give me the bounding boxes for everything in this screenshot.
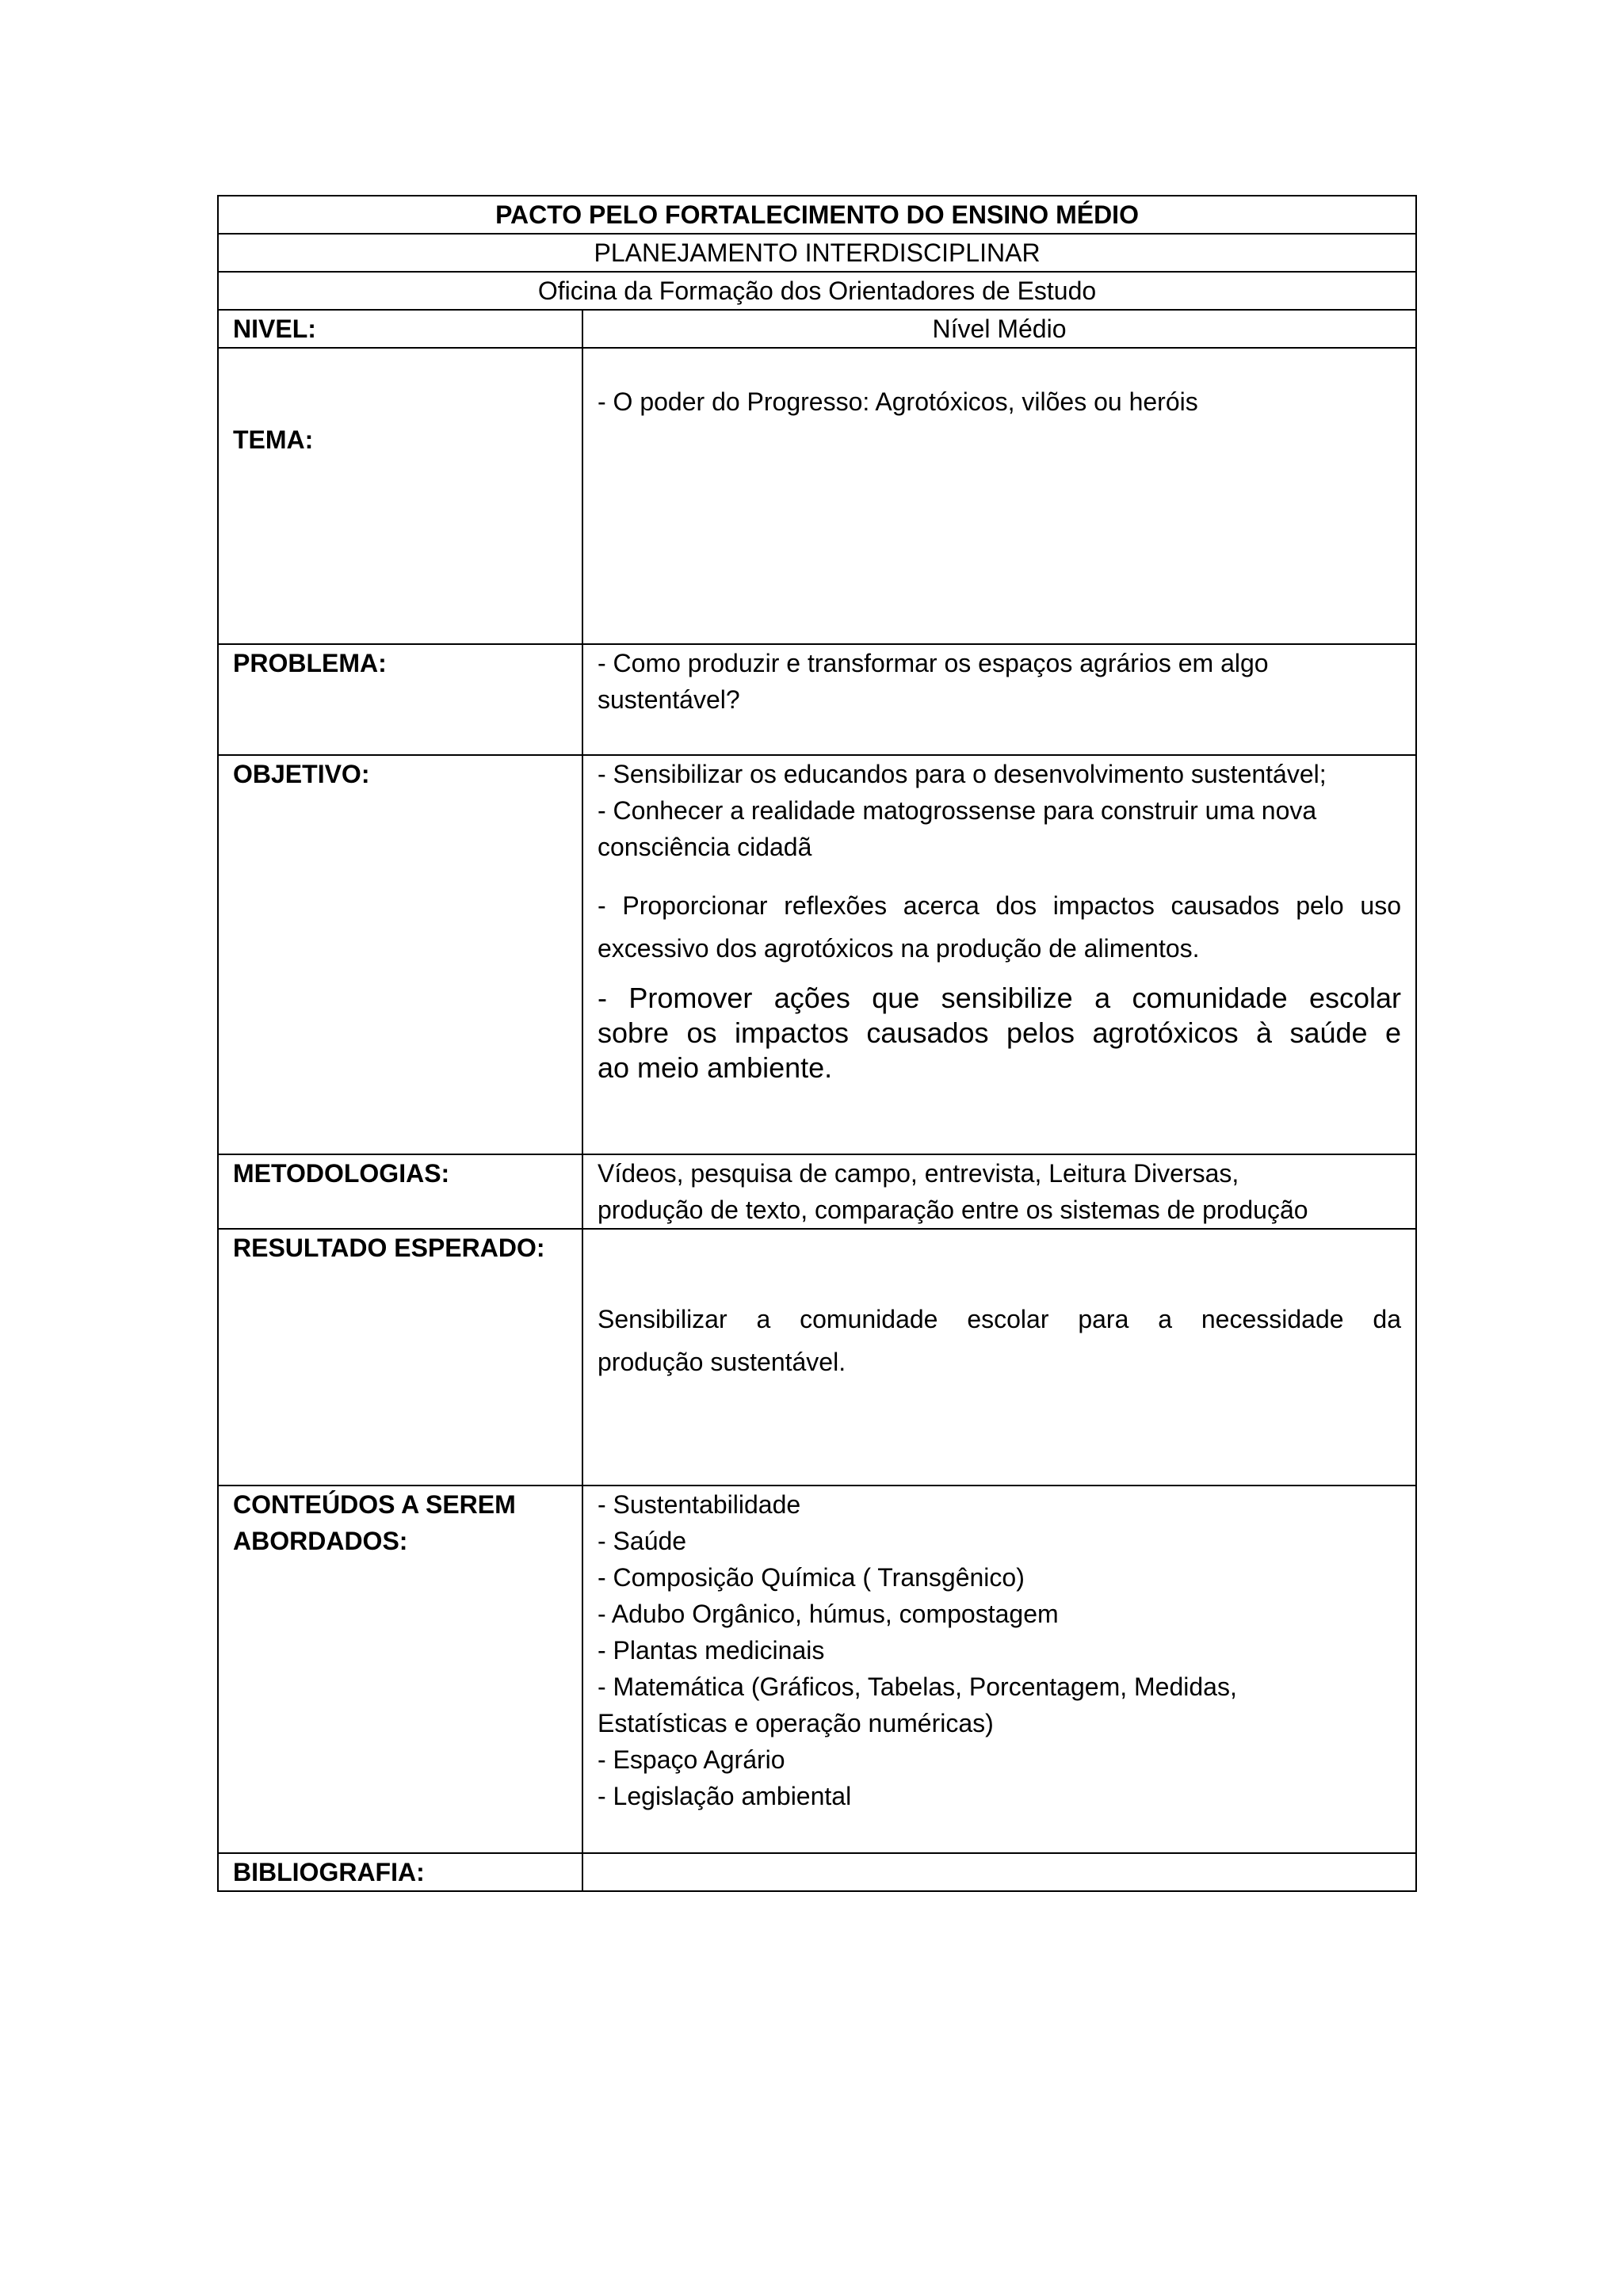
conteudos-label-line-1: CONTEÚDOS A SEREM	[233, 1490, 516, 1519]
resultado-label-cell	[218, 1229, 582, 1486]
objetivo-label: OBJETIVO:	[233, 760, 370, 788]
metodologias-value-cell	[582, 1154, 1416, 1229]
list-item: - Matemática (Gráficos, Tabelas, Porcentagem, Medidas,	[598, 1672, 1237, 1701]
workshop-title: Oficina da Formação dos Orientadores de Estudo	[218, 272, 1416, 310]
tema-label-cell	[218, 348, 582, 644]
nivel-label: NIVEL:	[218, 310, 582, 348]
conteudos-value-cell	[582, 1486, 1416, 1853]
tema-row	[218, 348, 1416, 644]
objetivo-row	[218, 755, 1416, 1154]
objetivo-label-cell	[218, 755, 582, 1154]
problema-row	[218, 644, 1416, 755]
bibliografia-row	[218, 1853, 1416, 1891]
nivel-row	[218, 310, 1416, 348]
problema-line-1: - Como produzir e transformar os espaços agrários em algo	[598, 649, 1269, 677]
metodologias-line-2: produção de texto, comparação entre os sistemas de produção	[598, 1196, 1308, 1224]
objetivo-p3-line-2: sobre os impactos causados pelos agrotóxicos à saúde e	[598, 1016, 1402, 1049]
list-item: - Sustentabilidade	[598, 1490, 801, 1519]
objetivo-value-cell	[582, 755, 1416, 1154]
subtitle-row	[218, 234, 1416, 272]
planning-table	[217, 195, 1417, 1892]
list-item: - Plantas medicinais	[598, 1636, 825, 1665]
tema-value-cell	[582, 348, 1416, 644]
objetivo-line-2: - Conhecer a realidade matogrossense para construir uma nova	[598, 796, 1317, 825]
tema-label: TEMA:	[233, 425, 314, 454]
title-row	[218, 196, 1416, 234]
problema-label-cell	[218, 644, 582, 755]
objetivo-p3-line-1: - Promover ações que sensibilize a comunidade escolar	[598, 982, 1402, 1014]
objetivo-p3	[598, 981, 1401, 1085]
document-title: PACTO PELO FORTALECIMENTO DO ENSINO MÉDIO	[218, 196, 1416, 234]
bibliografia-value	[582, 1853, 1416, 1891]
objetivo-line-1: - Sensibilizar os educandos para o desenvolvimento sustentável;	[598, 760, 1327, 788]
list-item: - Espaço Agrário	[598, 1745, 785, 1774]
document-subtitle: PLANEJAMENTO INTERDISCIPLINAR	[218, 234, 1416, 272]
list-item: - Composição Química ( Transgênico)	[598, 1563, 1025, 1592]
resultado-line-2: produção sustentável.	[598, 1348, 846, 1376]
list-item: - Adubo Orgânico, húmus, compostagem	[598, 1600, 1059, 1628]
resultado-row	[218, 1229, 1416, 1486]
metodologias-label-cell	[218, 1154, 582, 1229]
objetivo-p3-line-3: ao meio ambiente.	[598, 1051, 833, 1084]
tema-value: - O poder do Progresso: Agrotóxicos, vilões ou heróis	[598, 387, 1198, 416]
list-item: - Legislação ambiental	[598, 1782, 852, 1810]
problema-line-2: sustentável?	[598, 685, 740, 714]
resultado-label: RESULTADO ESPERADO:	[233, 1234, 545, 1262]
list-item: - Saúde	[598, 1527, 687, 1555]
problema-value-cell	[582, 644, 1416, 755]
objetivo-line-3: consciência cidadã	[598, 833, 812, 861]
problema-label: PROBLEMA:	[233, 649, 387, 677]
resultado-line-1: Sensibilizar a comunidade escolar para a necessidade da	[598, 1305, 1402, 1333]
conteudos-label-cell	[218, 1486, 582, 1853]
metodologias-label: METODOLOGIAS:	[233, 1159, 450, 1188]
bibliografia-label: BIBLIOGRAFIA:	[218, 1853, 582, 1891]
metodologias-row	[218, 1154, 1416, 1229]
metodologias-line-1: Vídeos, pesquisa de campo, entrevista, Leitura Diversas,	[598, 1159, 1239, 1188]
resultado-value-cell	[582, 1229, 1416, 1486]
objetivo-p2-line-2: excessivo dos agrotóxicos na produção de alimentos.	[598, 934, 1200, 963]
objetivo-p2-line-1: - Proporcionar reflexões acerca dos impactos causados pelo uso	[598, 891, 1402, 920]
conteudos-label-line-2: ABORDADOS:	[233, 1527, 408, 1555]
workshop-row	[218, 272, 1416, 310]
conteudos-row	[218, 1486, 1416, 1853]
nivel-value: Nível Médio	[582, 310, 1416, 348]
list-item: Estatísticas e operação numéricas)	[598, 1709, 994, 1737]
